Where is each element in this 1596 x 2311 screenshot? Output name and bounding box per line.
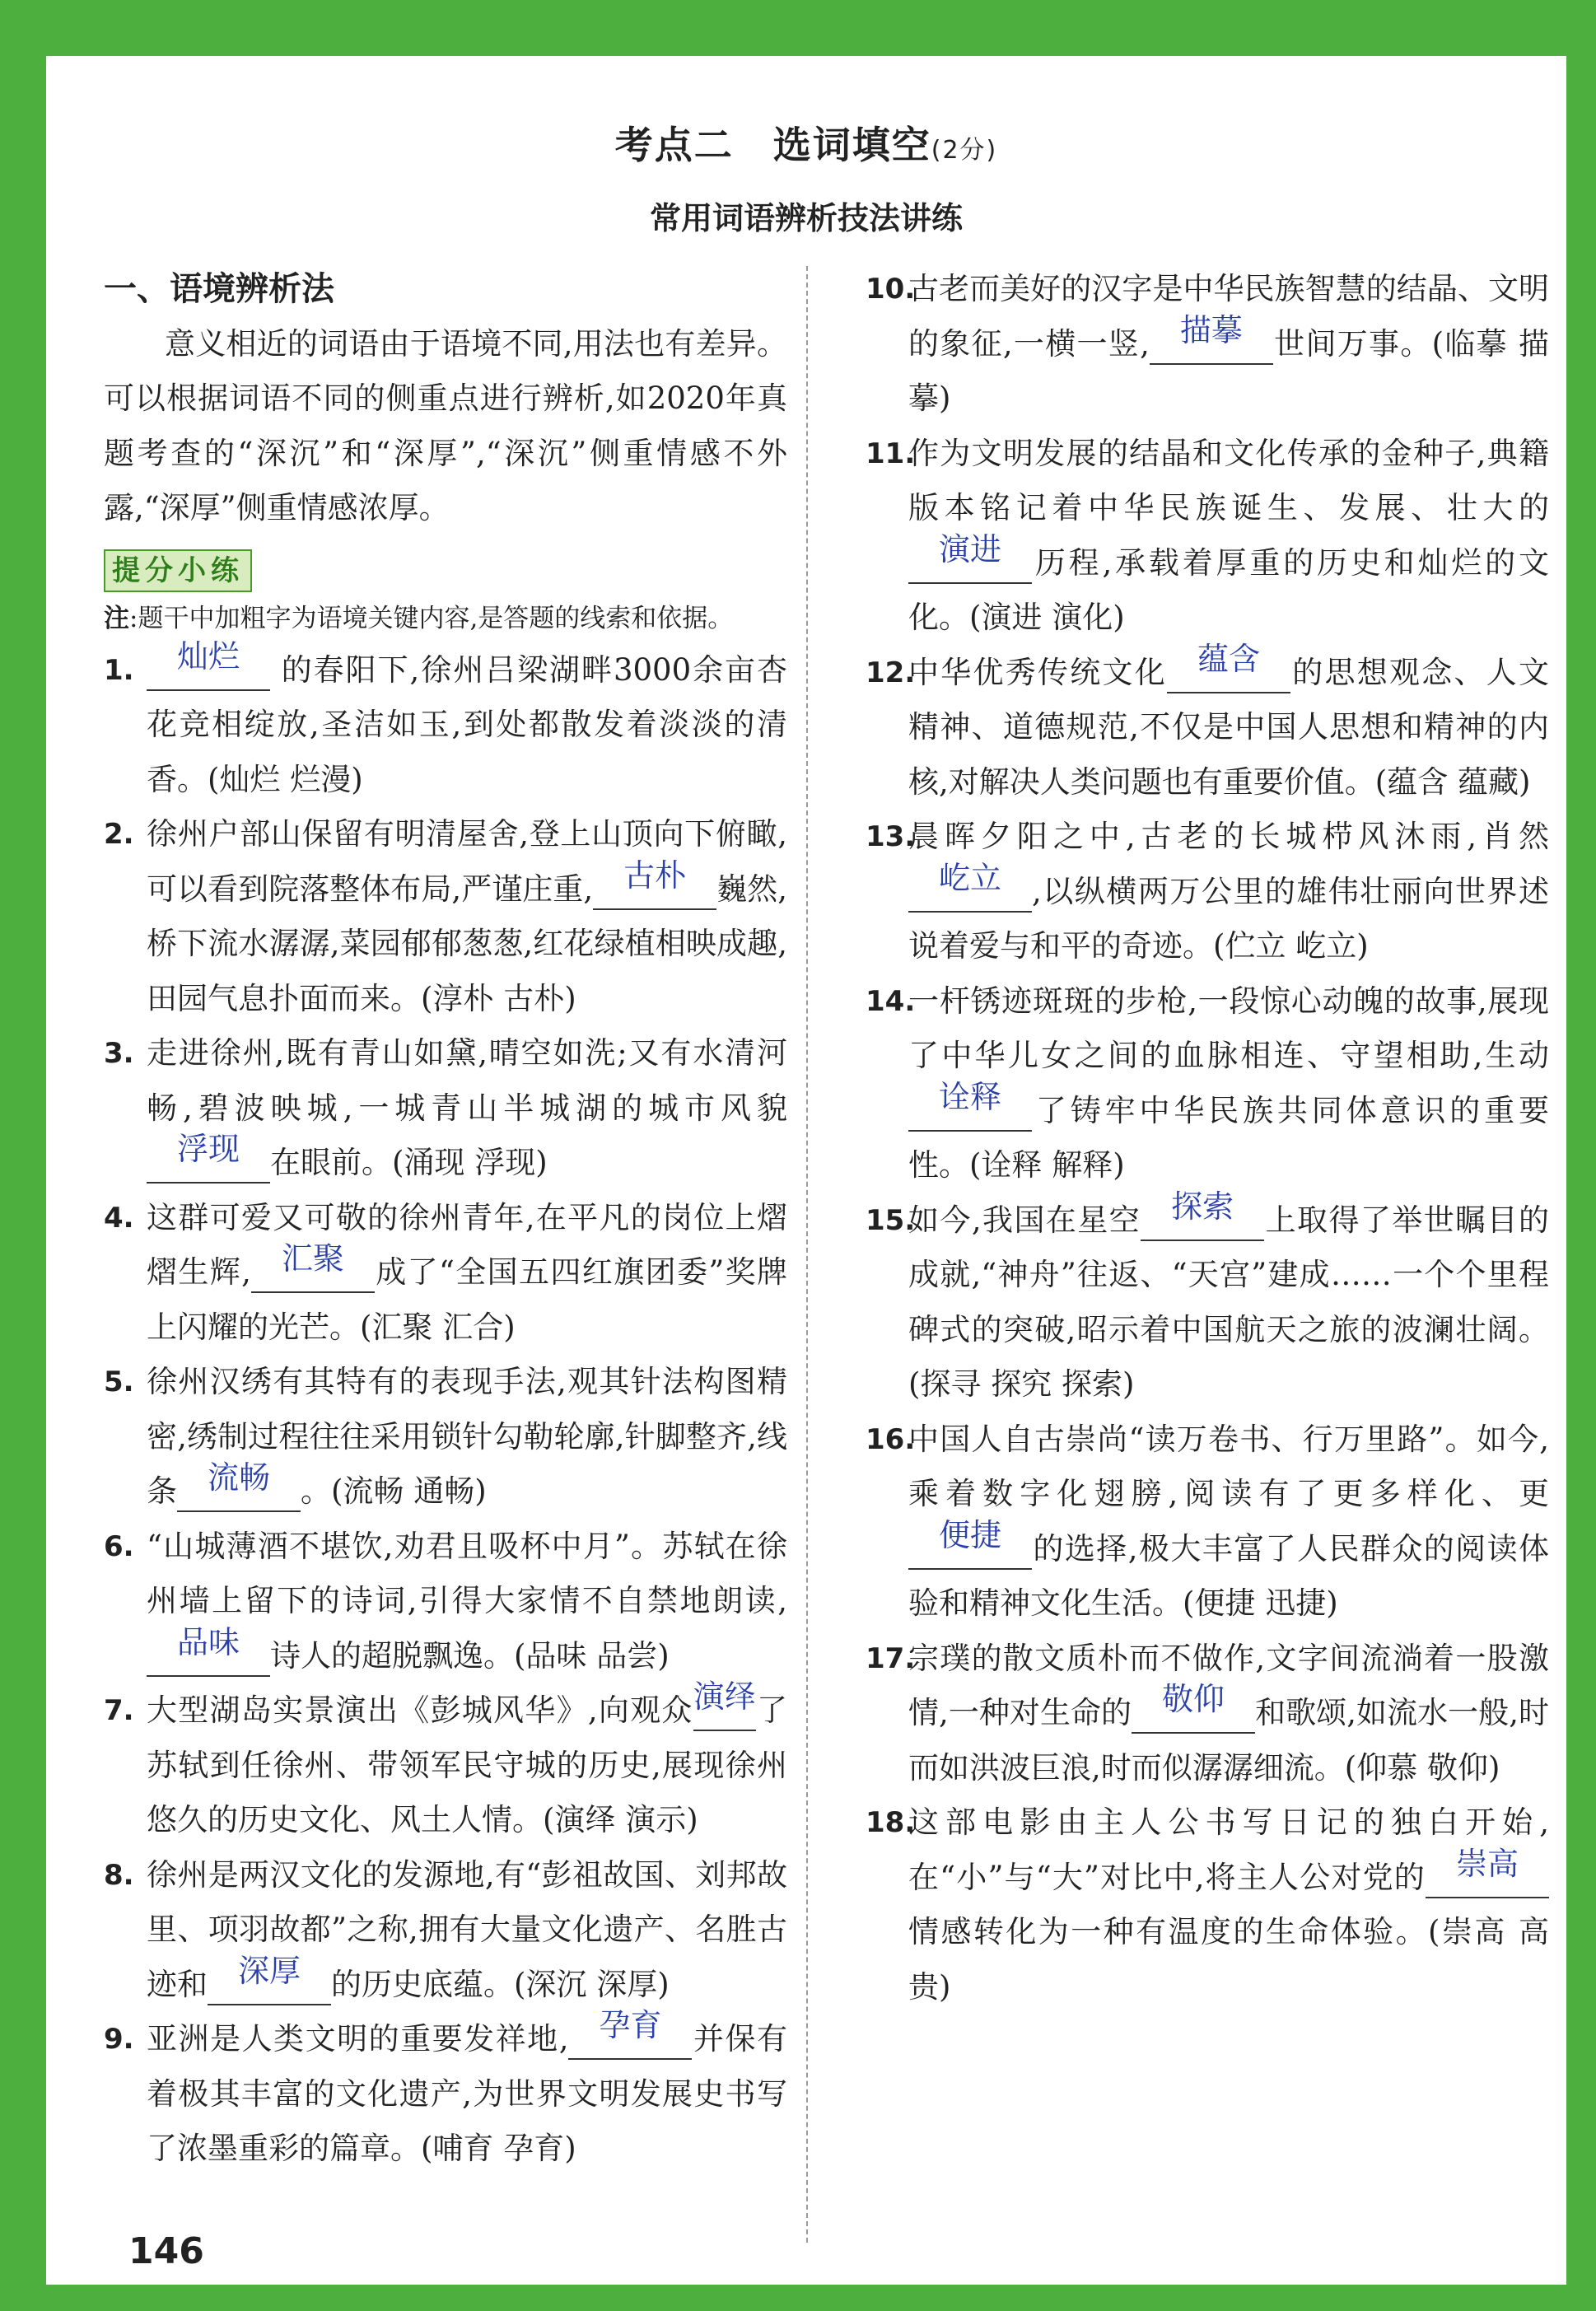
question-number: 2. <box>104 818 134 851</box>
answer-text: 古朴 <box>623 858 687 894</box>
answer-text: 便捷 <box>938 1518 1001 1553</box>
right-column <box>866 262 1549 2015</box>
answer-text: 敬仰 <box>1162 1683 1225 1717</box>
question-number: 6. <box>104 1529 134 1563</box>
question-item-3 <box>104 1026 787 1191</box>
answer-blank[interactable] <box>1426 1846 1549 1898</box>
question-text-before: 大型湖岛实景演出《彭城风华》,向观众 <box>147 1692 693 1728</box>
answer-blank[interactable] <box>908 1080 1032 1132</box>
question-text-before: 古老而美好的汉字是中华民族智慧的结晶、文明的象征,一横一竖, <box>908 271 1549 362</box>
question-number: 7. <box>104 1694 134 1727</box>
question-text-before: 徐州汉绣有其特有的表现手法,观其针法构图精密,绣制过程往往采用锁针勾勒轮廓,针脚整齐,线条 <box>147 1364 787 1509</box>
question-number: 15. <box>866 1203 916 1237</box>
answer-blank[interactable] <box>908 532 1032 584</box>
question-item-6 <box>104 1520 787 1684</box>
answer-text: 演绎 <box>693 1680 756 1715</box>
question-item-4 <box>104 1191 787 1356</box>
question-number: 16. <box>866 1422 916 1456</box>
left-column <box>104 262 787 2177</box>
question-text-before: 这群可爱又可敬的徐州青年,在平凡的岗位上熠熠生辉, <box>147 1199 787 1290</box>
question-text-before: 如今,我国在星空 <box>908 1202 1141 1238</box>
note-label: 注 <box>104 603 129 633</box>
question-item-2 <box>104 807 787 1026</box>
question-text-after: 诗人的超脱飘逸。(品味 品尝) <box>270 1637 670 1674</box>
answer-text: 汇聚 <box>281 1242 344 1277</box>
answer-blank[interactable] <box>147 1132 270 1184</box>
question-text-before: 中国人自古崇尚“读万卷书、行万里路”。如今,乘着数字化翅膀,阅读有了更多样化、更 <box>908 1421 1549 1511</box>
column-divider <box>806 266 808 2243</box>
question-text-before: 中华优秀传统文化 <box>908 654 1167 690</box>
question-number: 9. <box>104 2023 134 2056</box>
question-number: 17. <box>866 1641 916 1675</box>
practice-badge: 提分小练 <box>104 549 252 592</box>
note <box>104 594 787 643</box>
question-item-17 <box>866 1632 1549 1796</box>
question-number: 12. <box>866 656 916 689</box>
answer-text: 演进 <box>938 532 1001 567</box>
question-text-after: 历程,承载着厚重的历史和灿烂的文化。(演进 演化) <box>908 544 1549 635</box>
answer-blank[interactable] <box>147 1625 270 1677</box>
question-text-before: 这部电影由主人公书写日记的独白开始,在“小”与“大”对比中,将主人公对党的 <box>908 1804 1549 1895</box>
question-text-after: 世间万事。(临摹 描摹) <box>908 325 1549 416</box>
question-item-13 <box>866 810 1549 974</box>
answer-blank[interactable] <box>568 2009 692 2060</box>
answer-blank[interactable] <box>1167 642 1290 693</box>
question-text-after: 情感转化为一种有温度的生命体验。(崇高 高贵) <box>908 1914 1549 2005</box>
answer-blank[interactable] <box>693 1680 756 1731</box>
question-item-12 <box>866 642 1549 810</box>
question-text-after: 了苏轼到任徐州、带领军民守城的历史,展现徐州悠久的历史文化、风土人情。(演绎 演示) <box>147 1692 788 1837</box>
question-text-before: 一杆锈迹斑斑的步枪,一段惊心动魄的故事,展现了中华儿女之间的血脉相连、守望相助,生动 <box>908 983 1549 1073</box>
question-number: 11. <box>866 437 916 470</box>
question-number: 10. <box>866 273 916 306</box>
question-item-14 <box>866 974 1549 1193</box>
question-number: 3. <box>104 1037 134 1070</box>
answer-text: 浮现 <box>176 1132 240 1167</box>
question-text-after: 的历史底蕴。(深沉 深厚) <box>331 1966 670 2002</box>
question-number: 8. <box>104 1858 134 1892</box>
question-number: 5. <box>104 1366 134 1398</box>
question-text-after: 和歌颂,如流水一般,时而如洪波巨浪,时而似潺潺细流。(仰慕 敬仰) <box>908 1695 1549 1786</box>
question-text-after: ,以纵横两万公里的雄伟壮丽向世界述说着爱与和平的奇迹。(伫立 屹立) <box>908 873 1549 964</box>
answer-blank[interactable] <box>208 1954 331 2005</box>
question-number: 13. <box>866 820 916 853</box>
answer-blank[interactable] <box>251 1242 375 1293</box>
question-text-before: 徐州是两汉文化的发源地,有“彭祖故国、刘邦故里、项羽故都”之称,拥有大量文化遗产、名胜古迹和 <box>147 1856 787 2002</box>
answer-blank[interactable] <box>147 639 270 691</box>
practice-badge-row <box>104 543 787 591</box>
question-text-after: 在眼前。(涌现 浮现) <box>270 1145 548 1180</box>
answer-blank[interactable] <box>1150 313 1273 365</box>
question-text-after: 了铸牢中华民族共同体意识的重要性。(诠释 解释) <box>908 1092 1549 1183</box>
question-text-before: 亚洲是人类文明的重要发祥地, <box>147 2021 569 2057</box>
answer-text: 屹立 <box>938 861 1001 896</box>
question-item-15 <box>866 1189 1550 1412</box>
question-item-9 <box>104 2009 787 2177</box>
answer-blank[interactable] <box>593 858 716 910</box>
question-text-before: “山城薄酒不堪饮,劝君且吸杯中月”。苏轼在徐州墙上留下的诗词,引得大家情不自禁地朗读, <box>147 1528 787 1618</box>
answer-text: 探索 <box>1171 1189 1234 1225</box>
question-item-8 <box>104 1848 787 2013</box>
answer-text: 品味 <box>176 1625 240 1660</box>
answer-blank[interactable] <box>1141 1189 1264 1241</box>
answer-text: 灿烂 <box>176 639 240 675</box>
question-text-after: 上取得了举世瞩目的成就,“神舟”往返、“天宫”建成……一个个里程碑式的突破,昭示着中国航天之旅的波澜壮阔。(探寻 探究 探索) <box>908 1202 1550 1402</box>
question-number: 4. <box>104 1201 134 1235</box>
answer-text: 描摹 <box>1179 313 1243 348</box>
answer-text: 诠释 <box>938 1080 1001 1115</box>
question-text-after: 的春阳下,徐州吕梁湖畔3000余亩杏花竞相绽放,圣洁如玉,到处都散发着淡淡的清香。(灿烂 烂漫) <box>147 651 787 797</box>
intro-paragraph: 意义相近的词语由于语境不同,用法也有差异。可以根据词语不同的侧重点进行辨析,如2020年真题考查的“深沉”和“深厚”,“深沉”侧重情感不外露,“深厚”侧重情感浓厚。 <box>104 325 787 525</box>
question-text-after: 成了“全国五四红旗团委”奖牌上闪耀的光芒。(汇聚 汇合) <box>147 1254 787 1345</box>
question-item-11 <box>866 427 1549 646</box>
note-text: :题干中加粗字为语境关键内容,是答题的线索和依据。 <box>129 603 734 633</box>
question-item-10 <box>866 262 1549 427</box>
question-number: 14. <box>866 984 916 1018</box>
question-text-before: 徐州户部山保留有明清屋舍,登上山顶向下俯瞰,可以看到院落整体布局,严谨庄重, <box>147 816 787 907</box>
question-item-18 <box>866 1795 1549 2015</box>
question-text-before: 作为文明发展的结晶和文化传承的金种子,典籍版本铭记着中华民族诞生、发展、壮大的 <box>908 435 1549 525</box>
answer-text: 流畅 <box>207 1461 270 1496</box>
page-subtitle: 常用词语辨析技法讲练 <box>649 200 963 236</box>
page-number: 146 <box>128 2230 204 2272</box>
answer-blank[interactable] <box>177 1461 301 1512</box>
question-text-after: 巍然,桥下流水潺潺,菜园郁郁葱葱,红花绿植相映成趣,田园气息扑面而来。(淳朴 古朴) <box>147 871 787 1016</box>
question-text-after: 并保有着极其丰富的文化遗产,为世界文明发展史书写了浓墨重彩的篇章。(哺育 孕育) <box>147 2021 787 2166</box>
question-text-after: 的思想观念、人文精神、道德规范,不仅是中国人思想和精神的内核,对解决人类问题也有重要价值。(蕴含 蕴藏) <box>908 654 1549 800</box>
question-item-7 <box>104 1680 788 1848</box>
answer-blank[interactable] <box>908 1518 1032 1570</box>
question-text-after: 。(流畅 通畅) <box>301 1473 487 1509</box>
question-text-before: 走进徐州,既有青山如黛,晴空如洗;又有水清河畅,碧波映城,一城青山半城湖的城市风貌 <box>147 1035 787 1126</box>
question-item-5 <box>104 1355 787 1520</box>
answer-blank[interactable] <box>1132 1683 1255 1734</box>
score-note: (2分) <box>931 136 998 165</box>
section-heading: 一、语境辨析法 <box>104 270 334 308</box>
worksheet-page <box>46 56 1566 2285</box>
answer-text: 崇高 <box>1455 1846 1519 1882</box>
answer-blank[interactable] <box>908 861 1032 913</box>
answer-text: 深厚 <box>237 1954 301 1989</box>
question-text-after: 的选择,极大丰富了人民群众的阅读体验和精神文化生活。(便捷 迅捷) <box>908 1530 1549 1621</box>
page-title <box>46 115 1566 170</box>
title-text: 考点二 选词填空 <box>614 123 931 167</box>
answer-text: 蕴含 <box>1197 642 1260 677</box>
question-item-16 <box>866 1412 1549 1632</box>
question-number: 1. <box>104 653 134 687</box>
question-text-before: 宗璞的散文质朴而不做作,文字间流淌着一股激情,一种对生命的 <box>908 1640 1549 1730</box>
question-number: 18. <box>866 1806 916 1839</box>
question-text-before: 晨晖夕阳之中,古老的长城栉风沐雨,肖然 <box>908 819 1549 854</box>
question-item-1 <box>104 639 787 808</box>
answer-text: 孕育 <box>599 2009 662 2043</box>
